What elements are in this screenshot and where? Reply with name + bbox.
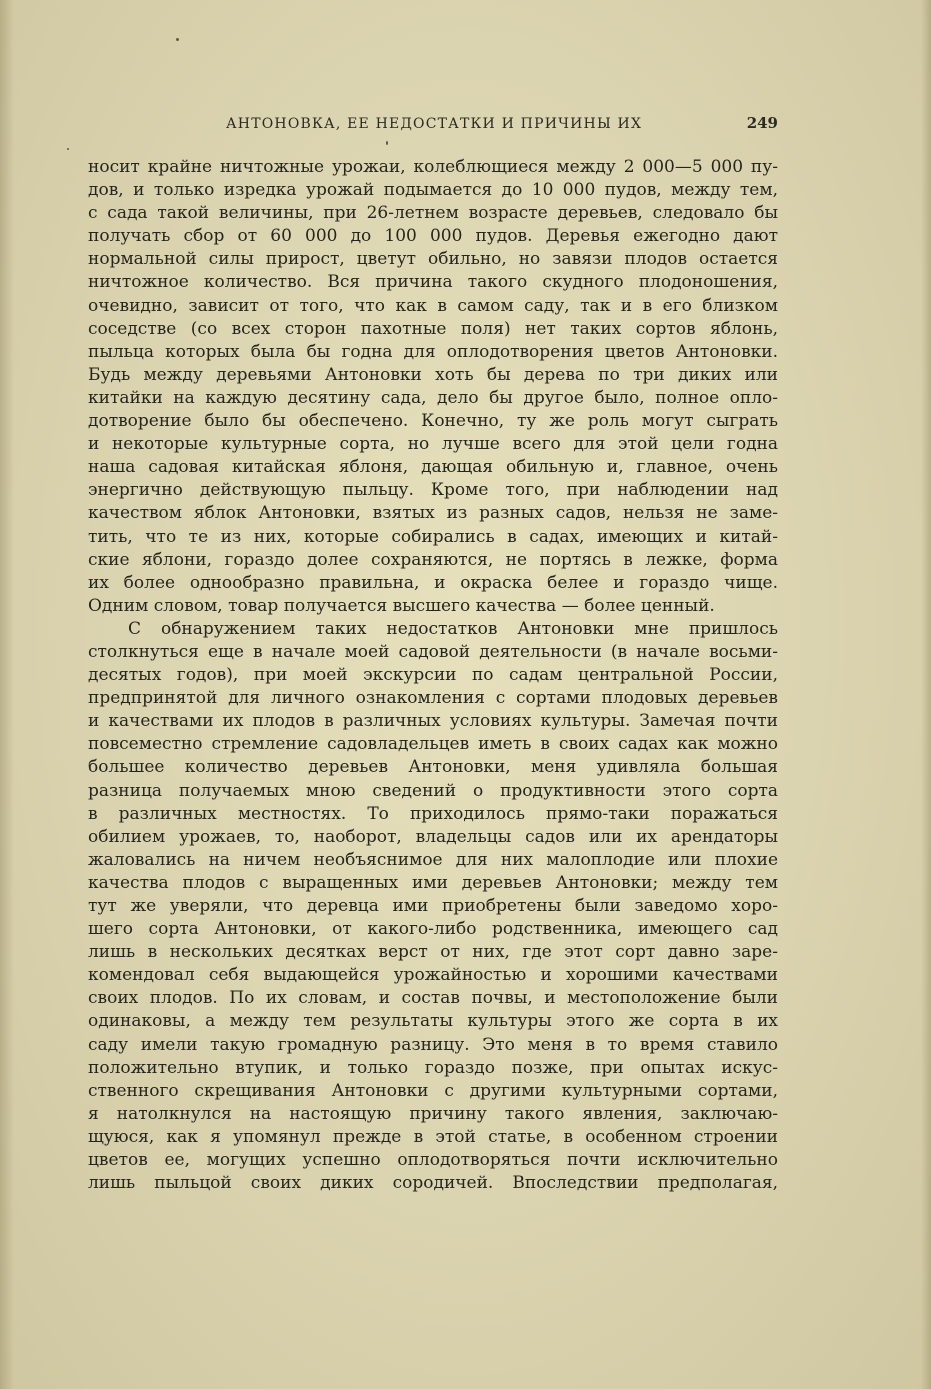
text-line: своих плодов. По их словам, и состав почвы, и местоположение были xyxy=(88,988,778,1009)
text-line: положительно втупик, и только гораздо позже, при опытах искус- xyxy=(88,1057,778,1078)
text-line: нормальной силы прирост, цветут обильно, но завязи плодов остается xyxy=(88,249,778,270)
text-line: и некоторые культурные сорта, но лучше всего для этой цели годна xyxy=(88,434,778,455)
text-line: энергично действующую пыльцу. Кроме того, при наблюдении над xyxy=(88,480,778,501)
text-line: дов, и только изредка урожай подымается до 10 000 пудов, между тем, xyxy=(88,180,778,201)
text-line: в различных местностях. То приходилось прямо-таки поражаться xyxy=(88,803,778,824)
text-line: и качествами их плодов в различных условиях культуры. Замечая почти xyxy=(88,711,778,732)
text-line: разница получаемых мною сведений о продуктивности этого сорта xyxy=(88,780,778,801)
print-speck xyxy=(176,38,179,41)
text-line: саду имели такую громадную разницу. Это меня в то время ставило xyxy=(88,1034,778,1055)
text-line: качеством яблок Антоновки, взятых из разных садов, нельзя не заме- xyxy=(88,503,778,524)
text-line: очевидно, зависит от того, что как в самом саду, так и в его близком xyxy=(88,295,778,316)
text-line: дотворение было бы обеспечено. Конечно, ту же роль могут сыграть xyxy=(88,411,778,432)
body-text xyxy=(88,156,778,1195)
text-line: соседстве (со всех сторон пахотные поля) нет таких сортов яблонь, xyxy=(88,318,778,339)
text-line: цветов ее, могущих успешно оплодотворяться почти исключительно xyxy=(88,1150,778,1171)
text-line: я натолкнулся на настоящую причину такого явления, заключаю- xyxy=(88,1103,778,1124)
text-line: столкнуться еще в начале моей садовой деятельности (в начале восьми- xyxy=(88,641,778,662)
text-line: качества плодов с выращенных ими деревьев Антоновки; между тем xyxy=(88,872,778,893)
text-line: десятых годов), при моей экскурсии по садам центральной России, xyxy=(88,665,778,686)
text-line: шего сорта Антоновки, от какого-либо родственника, имеющего сад xyxy=(88,919,778,940)
print-speck xyxy=(67,148,69,150)
page-header xyxy=(88,116,778,138)
page-number: 249 xyxy=(746,114,778,132)
page-edge-shadow-left xyxy=(0,0,14,1389)
text-line: получать сбор от 60 000 до 100 000 пудов. Деревья ежегодно дают xyxy=(88,226,778,247)
text-line: китайки на каждую десятину сада, дело бы другое было, полное опло- xyxy=(88,387,778,408)
text-line: лишь в нескольких десятках верст от них, где этот сорт давно заре- xyxy=(88,942,778,963)
page-edge-shadow-right xyxy=(921,0,931,1389)
text-line: жаловались на ничем необъяснимое для них малоплодие или плохие xyxy=(88,849,778,870)
text-line: ские яблони, гораздо долее сохраняются, не портясь в лежке, форма xyxy=(88,549,778,570)
text-line: носит крайне ничтожные урожаи, колеблющиеся между 2 000—5 000 пу- xyxy=(88,157,778,177)
text-line: щуюся, как я упомянул прежде в этой статье, в особенном строении xyxy=(88,1126,778,1147)
text-line: Будь между деревьями Антоновки хоть бы дерева по три диких или xyxy=(88,364,778,385)
text-line: ничтожное количество. Вся причина такого скудного плодоношения, xyxy=(88,272,778,293)
text-line: Одним словом, товар получается высшего качества — более ценный. xyxy=(88,595,715,616)
text-line: ственного скрещивания Антоновки с другими культурными сортами, xyxy=(88,1080,778,1101)
text-line: одинаковы, а между тем результаты культуры этого же сорта в их xyxy=(88,1011,778,1032)
text-line: наша садовая китайская яблоня, дающая обильную и, главное, очень xyxy=(88,457,778,478)
text-line: с сада такой величины, при 26-летнем возрасте деревьев, следовало бы xyxy=(88,203,778,224)
text-line: большее количество деревьев Антоновки, меня удивляла большая xyxy=(88,757,778,778)
text-line-paragraph-start: С обнаружением таких недостатков Антоновки мне пришлось xyxy=(128,618,778,639)
running-title: АНТОНОВКА, ЕЕ НЕДОСТАТКИ И ПРИЧИНЫ ИХ xyxy=(226,116,643,132)
text-line: тут же уверяли, что деревца ими приобретены были заведомо хоро- xyxy=(88,896,778,916)
text-line: обилием урожаев, то, наоборот, владельцы садов или их арендаторы xyxy=(88,826,778,847)
text-line: повсеместно стремление садовладельцев иметь в своих садах как можно xyxy=(88,734,778,755)
print-speck xyxy=(386,141,388,145)
text-line: предпринятой для личного ознакомления с сортами плодовых деревьев xyxy=(88,688,778,709)
text-line: лишь пыльцой своих диких сородичей. Впоследствии предполагая, xyxy=(88,1173,778,1194)
text-line: комендовал себя выдающейся урожайностью и хорошими качествами xyxy=(88,965,778,986)
text-line: их более однообразно правильна, и окраска белее и гораздо чище. xyxy=(88,572,778,593)
text-line: тить, что те из них, которые собирались в садах, имеющих и китай- xyxy=(88,526,778,547)
text-line: пыльца которых была бы годна для оплодотворения цветов Антоновки. xyxy=(88,341,778,362)
